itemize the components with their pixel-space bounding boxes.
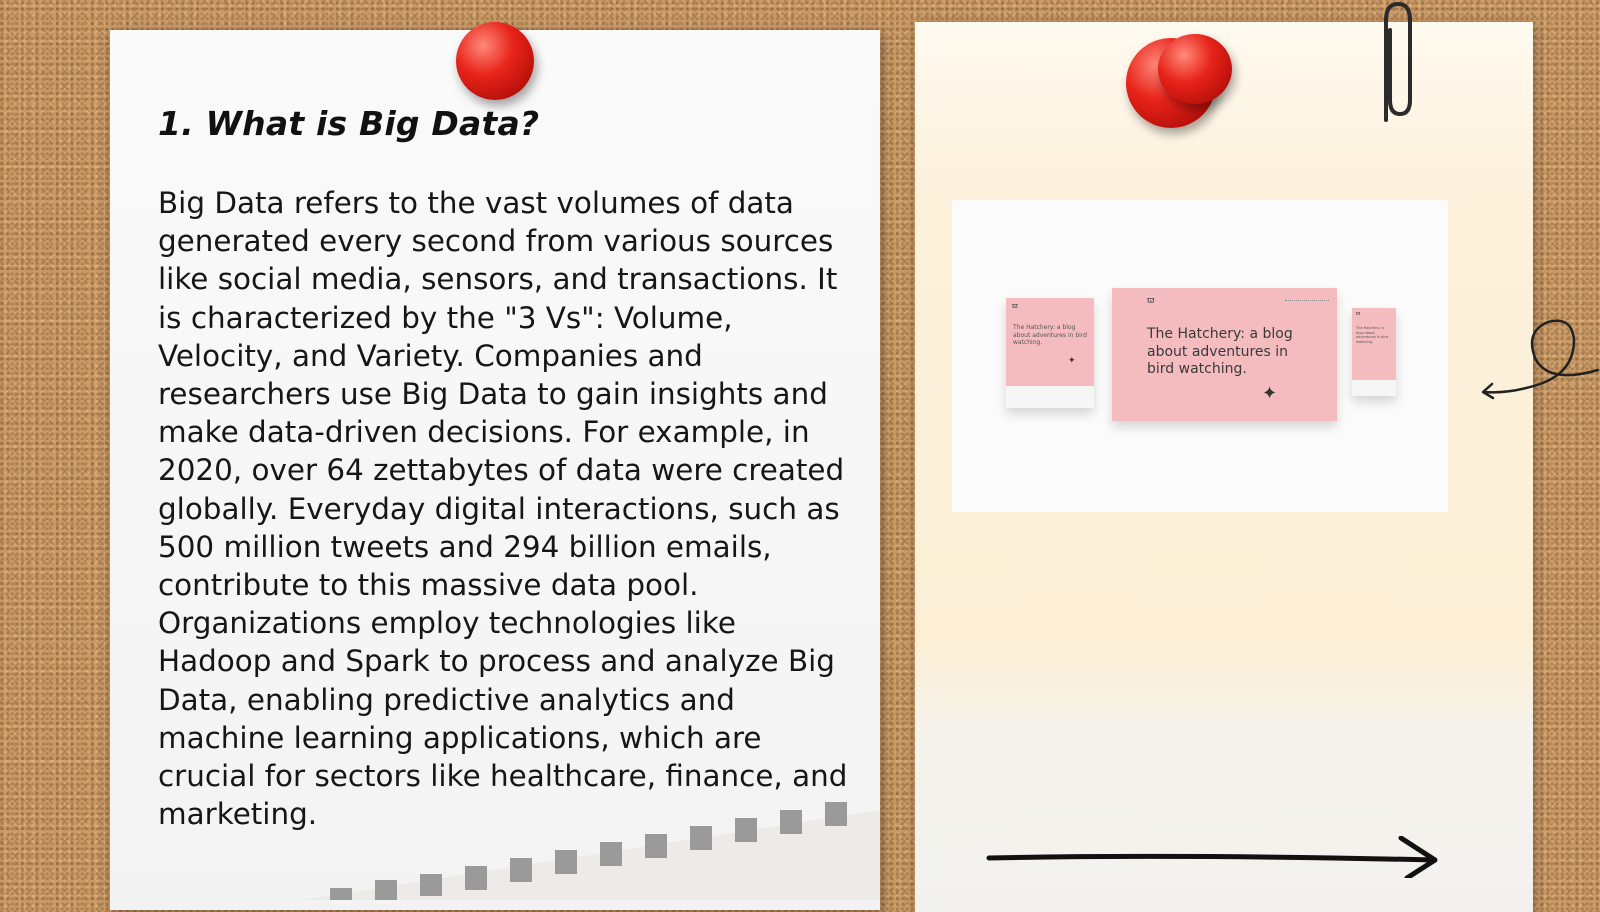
mockup-right-footer: [1352, 380, 1396, 396]
website-mockup-image: [952, 200, 1448, 512]
bird-icon: ✦: [1262, 383, 1278, 404]
slide-body-text: Big Data refers to the vast volumes of data generated every second from various sources like social media, sensors, and transactions. It is characterized by the "3 Vs": Volume, Velocity, and Variety. Companies and researchers use Big Data to gain insights and make data-driven decisions. For example, in 2020, over 64 zettabytes of data were created globally. Everyday digital interactions, such as 500 million tweets and 294 billion emails, contribute to this massive data pool. Organizations employ technologies like Hadoop and Spark to process and analyze Big Data, enabling predictive analytics and machine learning applications, which are crucial for sectors like healthcare, finance, and marketing.: [158, 186, 848, 832]
pushpin-icon: [456, 22, 534, 100]
mockup-logo: ϖ: [1012, 302, 1018, 310]
bird-icon: ✦: [1068, 356, 1076, 366]
arrow-right-icon: [985, 836, 1445, 878]
paperclip-icon: [1372, 0, 1420, 130]
mockup-logo: ϖ: [1356, 311, 1361, 317]
mockup-right-title: The Hatchery: a blog about adventures in bird watching.: [1356, 326, 1388, 344]
slide-heading: 1. What is Big Data?: [158, 104, 540, 143]
torn-edge-decoration: [300, 800, 880, 900]
mockup-logo: ϖ: [1147, 296, 1155, 306]
swirl-arrow-icon: [1480, 312, 1600, 412]
mockup-screen-left: [1006, 298, 1094, 408]
mockup-center-title: The Hatchery: a blog about adventures in bird watching.: [1147, 326, 1293, 377]
mockup-nav: [1285, 300, 1329, 303]
mockup-screen-center: [1112, 288, 1337, 421]
mockup-left-title: The Hatchery: a blog about adventures in bird watching.: [1013, 324, 1087, 346]
mockup-screen-right: [1352, 308, 1396, 396]
mockup-left-footer: [1006, 386, 1094, 408]
pushpin-icon: [1158, 34, 1232, 104]
